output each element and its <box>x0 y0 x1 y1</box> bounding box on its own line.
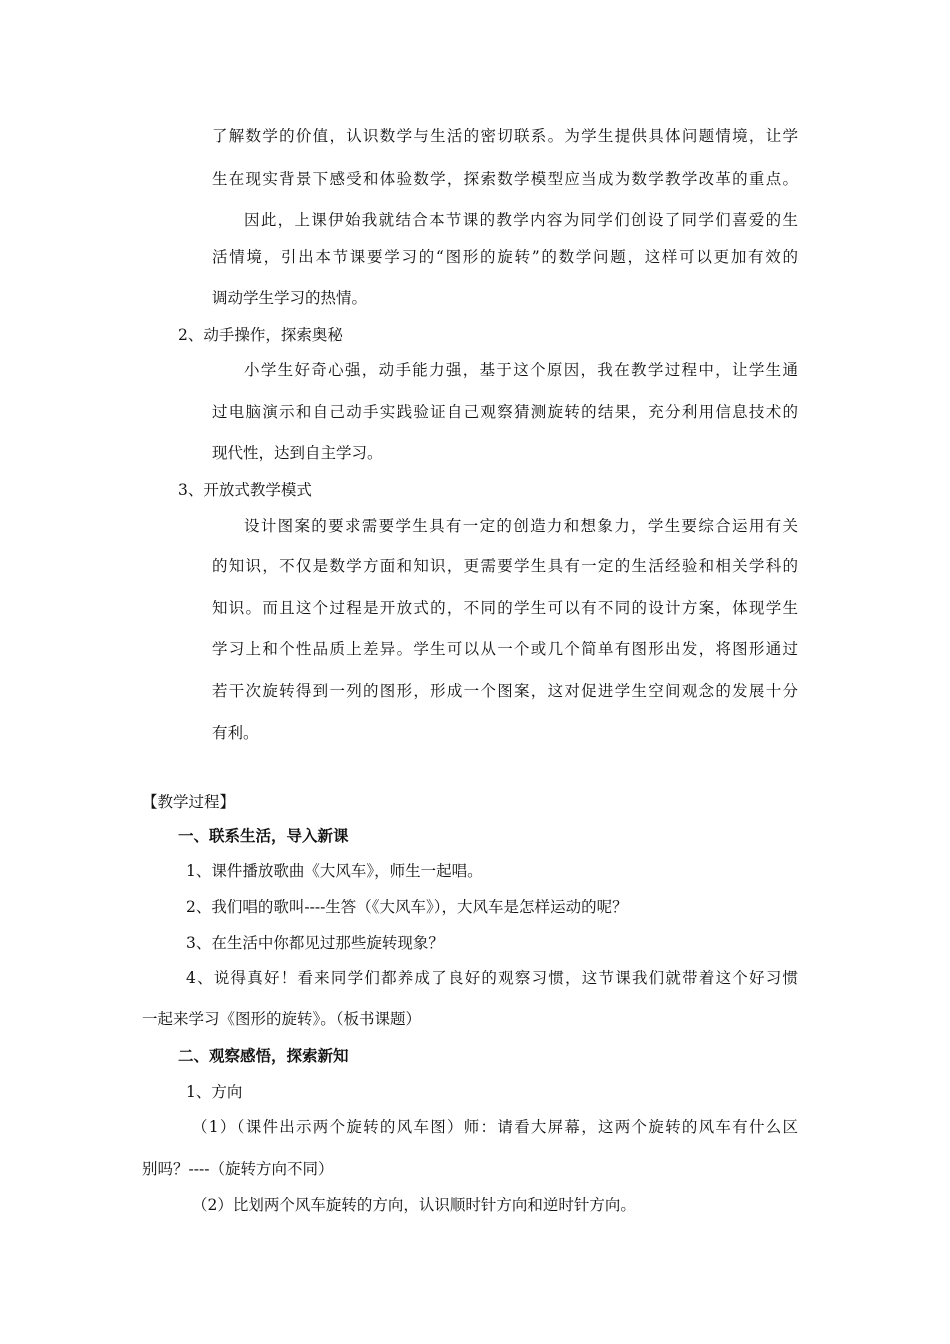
paragraph-line: 了解数学的价值，认识数学与生活的密切联系。为学生提供具体问题情境，让学 <box>212 127 798 145</box>
paragraph-line: 现代性，达到自主学习。 <box>212 444 383 462</box>
section-title: 二、观察感悟，探索新知 <box>178 1046 349 1065</box>
list-item: 2、我们唱的歌叫----生答（《大风车》），大风车是怎样运动的呢？ <box>186 898 628 916</box>
paragraph-line: 活情境，引出本节课要学习的“图形的旋转”的数学问题，这样可以更加有效的 <box>212 248 798 266</box>
paragraph-line: 知识。而且这个过程是开放式的，不同的学生可以有不同的设计方案，体现学生 <box>212 599 798 617</box>
paragraph-line: 学习上和个性品质上差异。学生可以从一个或几个简单有图形出发，将图形通过 <box>212 640 798 658</box>
list-item-continued: 别吗？----（旋转方向不同） <box>142 1160 334 1178</box>
section-heading: 3、开放式教学模式 <box>178 481 312 499</box>
paragraph-line: 过电脑演示和自己动手实践验证自己观察猜测旋转的结果，充分利用信息技术的 <box>212 403 798 421</box>
paragraph-line: 若干次旋转得到一列的图形，形成一个图案，这对促进学生空间观念的发展十分 <box>212 682 798 700</box>
paragraph-line: 的知识，不仅是数学方面和知识，更需要学生具有一定的生活经验和相关学科的 <box>212 557 798 575</box>
list-item: （1）（课件出示两个旋转的风车图）师：请看大屏幕，这两个旋转的风车有什么区 <box>192 1118 798 1136</box>
process-title: 【教学过程】 <box>142 793 236 811</box>
paragraph-line: 设计图案的要求需要学生具有一定的创造力和想象力，学生要综合运用有关 <box>244 517 798 535</box>
paragraph-line: 有利。 <box>212 724 259 742</box>
section-heading: 2、动手操作，探索奥秘 <box>178 326 343 344</box>
paragraph-line: 因此，上课伊始我就结合本节课的教学内容为同学们创设了同学们喜爱的生 <box>244 211 798 229</box>
paragraph-line: 生在现实背景下感受和体验数学，探索数学模型应当成为数学教学改革的重点。 <box>212 170 798 188</box>
paragraph-line: 小学生好奇心强，动手能力强，基于这个原因，我在教学过程中，让学生通 <box>244 361 798 379</box>
list-item: 1、课件播放歌曲《大风车》，师生一起唱。 <box>186 862 483 880</box>
list-item-continued: 一起来学习《图形的旋转》。（板书课题） <box>142 1010 422 1028</box>
list-item: 4、说得真好！看来同学们都养成了良好的观察习惯，这节课我们就带着这个好习惯 <box>186 969 798 987</box>
list-item: （2）比划两个风车旋转的方向，认识顺时针方向和逆时针方向。 <box>192 1196 636 1214</box>
list-item: 3、在生活中你都见过那些旋转现象？ <box>186 934 444 952</box>
list-item: 1、方向 <box>186 1083 243 1101</box>
section-title: 一、联系生活，导入新课 <box>178 826 349 845</box>
paragraph-line: 调动学生学习的热情。 <box>212 289 368 307</box>
